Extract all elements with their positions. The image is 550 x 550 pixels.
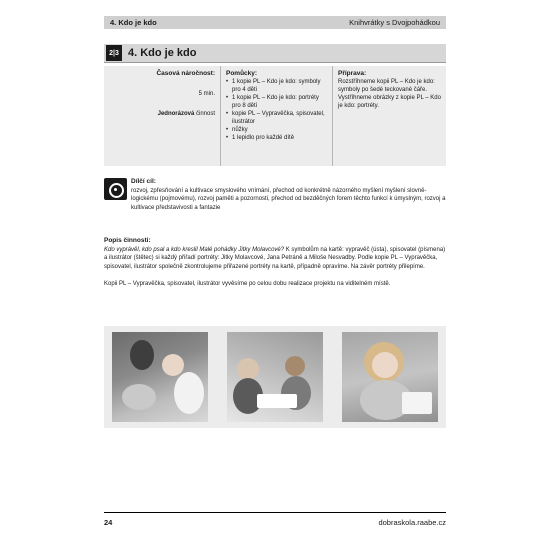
info-box xyxy=(104,66,446,166)
tools-column xyxy=(221,66,333,166)
preparation-text: Rozstříhneme kopii PL – Kdo je kdo: symboly po šedé teckované čáře. Vystříhneme obrázky z kopie PL – Kdo je kdo: portréty. xyxy=(338,79,441,109)
tools-list-item: • 1 kopie PL – Kdo je kdo: symboly pro 4 děti xyxy=(226,78,327,94)
section-title-bar xyxy=(104,44,446,63)
activity-instructions: K symbolům na kartě: vypravěč (ústa), spisovatel (písmena) a ilustrátor (štětec) si každý přiřadí portréty: Jitky Molavcové, Jana Petráně a Miloše Nesvadby. Podle kopie PL – Vypravěčka, spisovatel, ilustrátor společně zkontrolujeme přiřazené portréty na kartě, případně opravíme. Na závěr portréty přilepíme. xyxy=(104,246,446,270)
classroom-photo xyxy=(342,332,438,422)
age-group-icon: 2|3 xyxy=(106,45,122,61)
tools-heading: Pomůcky: xyxy=(226,70,258,77)
tools-list-item: • 1 lepidlo pro každé dítě xyxy=(226,134,327,142)
activity-paragraph xyxy=(104,246,446,272)
activity-type xyxy=(109,110,215,118)
activity-section xyxy=(104,237,446,289)
time-label: Časová náročnost: xyxy=(156,70,215,77)
preparation-heading: Příprava: xyxy=(338,70,367,77)
page-footer xyxy=(104,512,446,527)
tools-list-item: • kopie PL – Vypravěčka, spisovatel, ilustrátor xyxy=(226,110,327,126)
goals-title: Dílčí cíl: xyxy=(131,178,156,185)
tools-list-item: • 1 kopie PL – Kdo je kdo: portréty pro 8 dětí xyxy=(226,94,327,110)
time-value: 5 min. xyxy=(198,91,215,97)
header-chapter: 4. Kdo je kdo xyxy=(110,18,157,27)
running-header xyxy=(104,16,446,29)
page-number: 24 xyxy=(104,518,113,527)
target-icon xyxy=(104,178,127,200)
goals-text: rozvoj, zpřesňování a kultivace smyslového vnímání, přechod od konkrétně názorného myšlení myšlení slovně-logickému (pojmovému), rozvoj paměti a pozornosti, přechod od bezděčných forem těchto funkcí k úmyslným, rozvoj a kultivace představivosti a fantazie xyxy=(131,187,446,211)
preparation-column xyxy=(333,66,446,166)
photo-strip xyxy=(104,326,446,428)
header-book-title: Knihvrátky s Dvojpohádkou xyxy=(349,18,440,27)
classroom-photo xyxy=(227,332,323,422)
website-url: dobraskola.raabe.cz xyxy=(378,518,446,527)
activity-question: Kdo vyprávěl, kdo psal a kdo kreslil Malé pohádky Jitky Molavcové? xyxy=(104,246,285,253)
tools-list xyxy=(226,78,327,142)
section-title: 4. Kdo je kdo xyxy=(128,47,197,59)
activity-type-bold: Jednorázová xyxy=(157,111,195,117)
classroom-photo xyxy=(112,332,208,422)
tools-list-item: • nůžky xyxy=(226,126,327,134)
time-column xyxy=(104,66,221,166)
goals-section xyxy=(104,178,446,224)
activity-paragraph-2: Kopii PL – Vypravěčka, spisovatel, ilustrátor vyvěsíme po celou dobu realizace projektu na viditelném místě. xyxy=(104,281,391,287)
activity-title: Popis činnosti: xyxy=(104,237,151,244)
activity-type-rest: činnost xyxy=(194,111,215,117)
